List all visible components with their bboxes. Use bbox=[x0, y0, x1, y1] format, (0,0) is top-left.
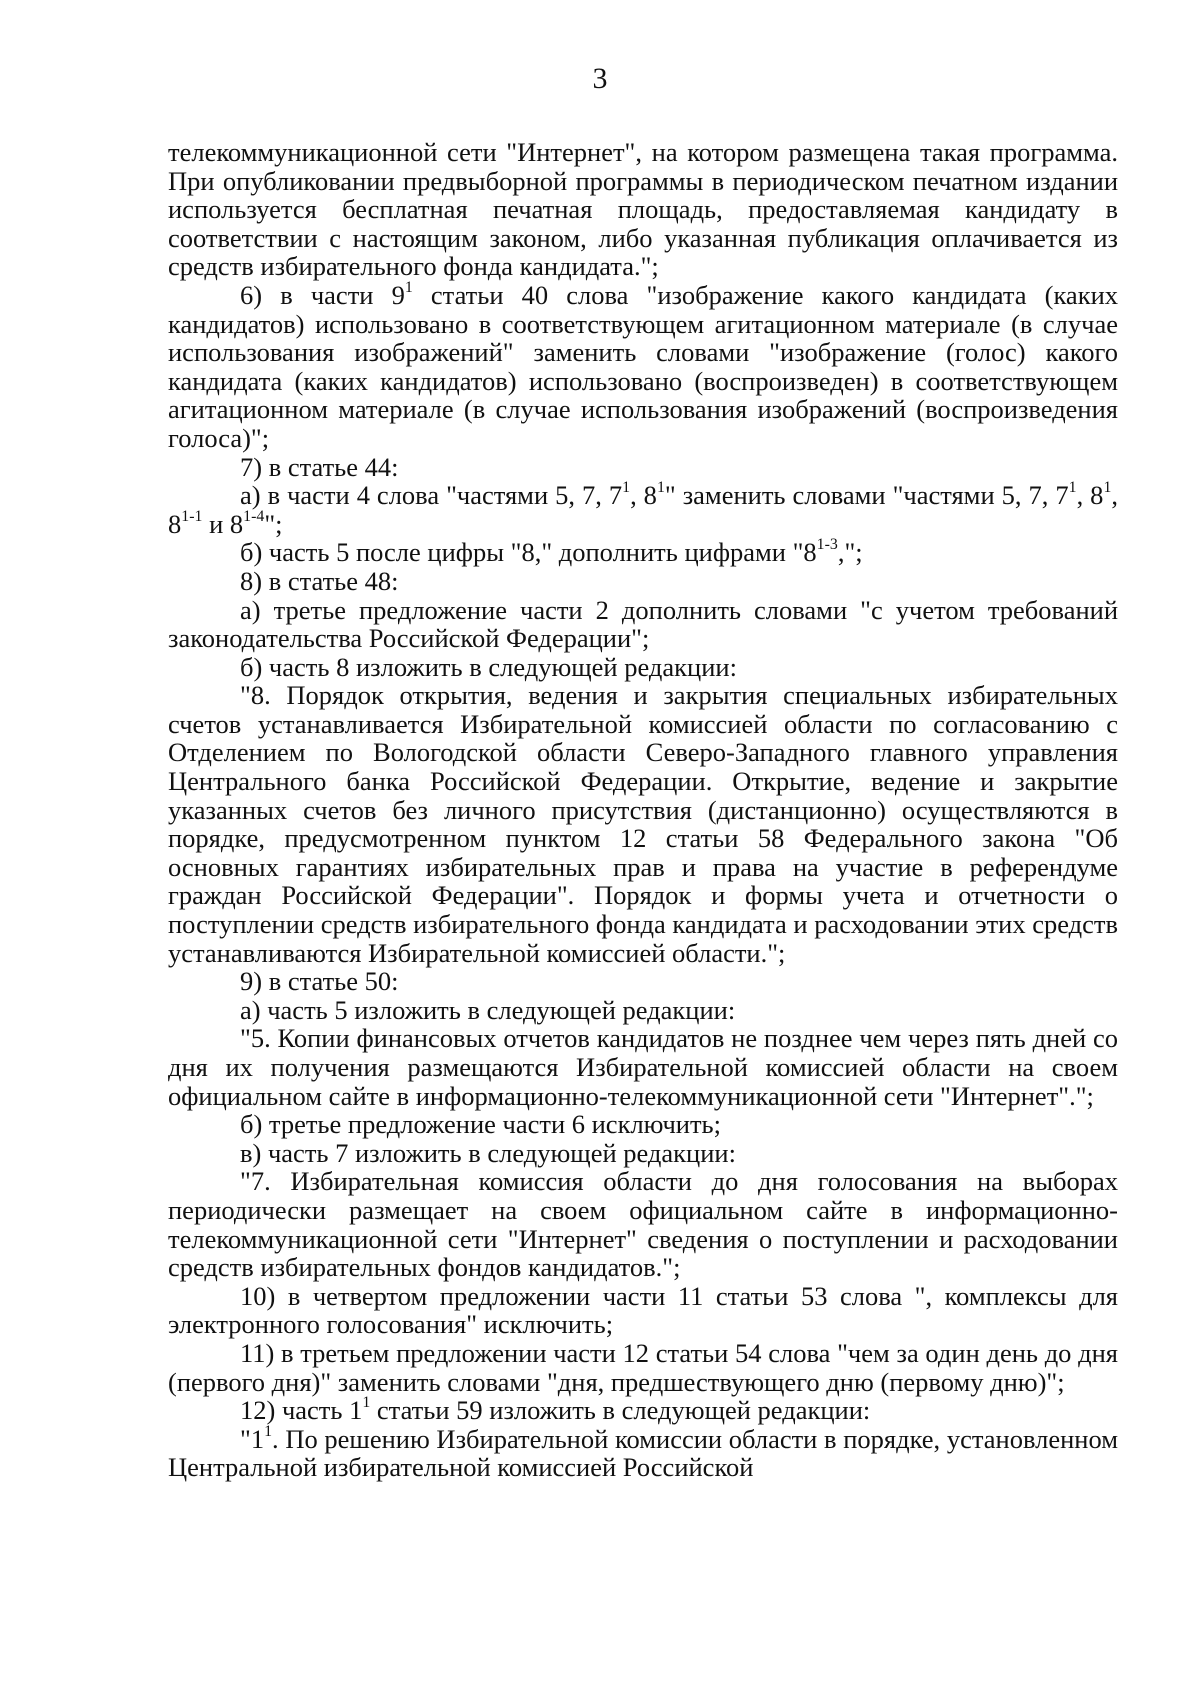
paragraph bbox=[168, 281, 1118, 453]
text-run: статьи 40 слова "изображение какого кандидата (каких кандидатов) использовано в соответствующем агитационном материале (в случае использования изображений" заменить словами "изображение (голос) какого кандидата (каких кандидатов) использовано (воспроизведен) в соответствующем агитационном материале (в случае использования изображений (воспроизведения голоса)"; bbox=[168, 279, 1118, 453]
text-run: телекоммуникационной сети "Интернет", на котором размещена такая программа. При опубликовании предвыборной программы в периодическом печатном издании используется бесплатная печатная площадь, предоставляемая кандидату в соответствии с настоящим законом, либо указанная публикация оплачивается из средств избирательного фонда кандидата."; bbox=[168, 137, 1118, 282]
text-run: . По решению Избирательной комиссии области в порядке, установленном Центральной избирательной комиссией Российской bbox=[168, 1423, 1118, 1483]
paragraph bbox=[168, 653, 1118, 682]
paragraph bbox=[168, 1422, 1118, 1483]
superscript: 1 bbox=[404, 279, 413, 297]
paragraph bbox=[168, 453, 1118, 482]
text-run: 7) в статье 44: bbox=[240, 451, 399, 482]
superscript: 1 bbox=[362, 1394, 371, 1412]
paragraph bbox=[168, 1139, 1118, 1168]
paragraph bbox=[168, 1339, 1118, 1396]
paragraph bbox=[168, 967, 1118, 996]
paragraph bbox=[168, 567, 1118, 596]
paragraph bbox=[168, 538, 1118, 567]
text-run: 11) в третьем предложении части 12 статьи 54 слова "чем за один день до дня (первого дня)" заменить словами "дня, предшествующего дню (первому дню)"; bbox=[168, 1337, 1118, 1397]
text-run: 6) в части 9 bbox=[240, 279, 405, 310]
paragraph bbox=[168, 138, 1118, 281]
superscript: 1-1 bbox=[181, 507, 203, 525]
paragraph bbox=[168, 1396, 1118, 1425]
text-run: а) третье предложение части 2 дополнить словами "с учетом требований законодательства Российской Федерации"; bbox=[168, 594, 1118, 654]
text-run: а) в части 4 слова "частями 5, 7, 7 bbox=[240, 480, 623, 511]
text-run: 8) в статье 48: bbox=[240, 565, 399, 596]
text-run: "; bbox=[264, 508, 283, 539]
superscript: 1 bbox=[1103, 479, 1112, 497]
text-run: б) часть 8 изложить в следующей редакции: bbox=[240, 651, 737, 682]
paragraph bbox=[168, 596, 1118, 653]
superscript: 1 bbox=[1068, 479, 1077, 497]
text-run: "1 bbox=[240, 1423, 265, 1454]
superscript: 1-3 bbox=[816, 536, 838, 554]
page-number: 3 bbox=[592, 62, 608, 95]
text-run: в) часть 7 изложить в следующей редакции: bbox=[240, 1137, 736, 1168]
paragraph bbox=[168, 1110, 1118, 1139]
paragraph bbox=[168, 681, 1118, 967]
text-run: статьи 59 изложить в следующей редакции: bbox=[370, 1395, 871, 1426]
paragraph bbox=[168, 1282, 1118, 1339]
superscript: 1 bbox=[264, 1422, 273, 1440]
text-run: ,"; bbox=[837, 537, 863, 568]
text-run: б) часть 5 после цифры "8," дополнить цифрами "8 bbox=[240, 537, 817, 568]
text-run: а) часть 5 изложить в следующей редакции: bbox=[240, 994, 736, 1025]
text-run: , 8 bbox=[1076, 480, 1104, 511]
paragraph bbox=[168, 996, 1118, 1025]
superscript: 1 bbox=[656, 479, 665, 497]
text-run: 9) в статье 50: bbox=[240, 966, 399, 997]
superscript: 1 bbox=[622, 479, 631, 497]
superscript: 1-4 bbox=[243, 507, 265, 525]
paragraph bbox=[168, 481, 1118, 538]
text-run: , 8 bbox=[630, 480, 657, 511]
paragraph bbox=[168, 1024, 1118, 1110]
text-run: , 8 bbox=[168, 480, 1119, 539]
text-run: 10) в четвертом предложении части 11 статьи 53 слова ", комплексы для электронного голосования" исключить; bbox=[168, 1280, 1118, 1340]
text-run: 12) часть 1 bbox=[240, 1395, 363, 1426]
text-run: "8. Порядок открытия, ведения и закрытия специальных избирательных счетов устанавливается Избирательной комиссией области по согласованию с Отделением по Вологодской области Северо-Западного главного управления Центрального банка Российской Федерации. Открытие, ведение и закрытие указанных счетов без личного присутствия (дистанционно) осуществляются в порядке, предусмотренном пунктом 12 статьи 58 Федерального закона "Об основных гарантиях избирательных прав и права на участие в референдуме граждан Российской Федерации". Порядок и формы учета и отчетности о поступлении средств избирательного фонда кандидата и расходовании этих средств устанавливаются Избирательной комиссией области."; bbox=[168, 680, 1118, 968]
text-run: и 8 bbox=[202, 508, 244, 539]
text-run: "5. Копии финансовых отчетов кандидатов не позднее чем через пять дней со дня их получения размещаются Избирательной комиссией области на своем официальном сайте в информационно-телекоммуникационной сети "Интернет"."; bbox=[168, 1023, 1118, 1111]
text-run: " заменить словами "частями 5, 7, 7 bbox=[664, 480, 1069, 511]
paragraph bbox=[168, 1167, 1118, 1281]
text-run: "7. Избирательная комиссия области до дня голосования на выборах периодически размещает на своем официальном сайте в информационно-телекоммуникационной сети "Интернет" сведения о поступлении и расходовании средств избирательных фондов кандидатов."; bbox=[168, 1166, 1118, 1283]
document-body bbox=[168, 138, 1118, 1482]
text-run: б) третье предложение части 6 исключить; bbox=[240, 1109, 721, 1140]
